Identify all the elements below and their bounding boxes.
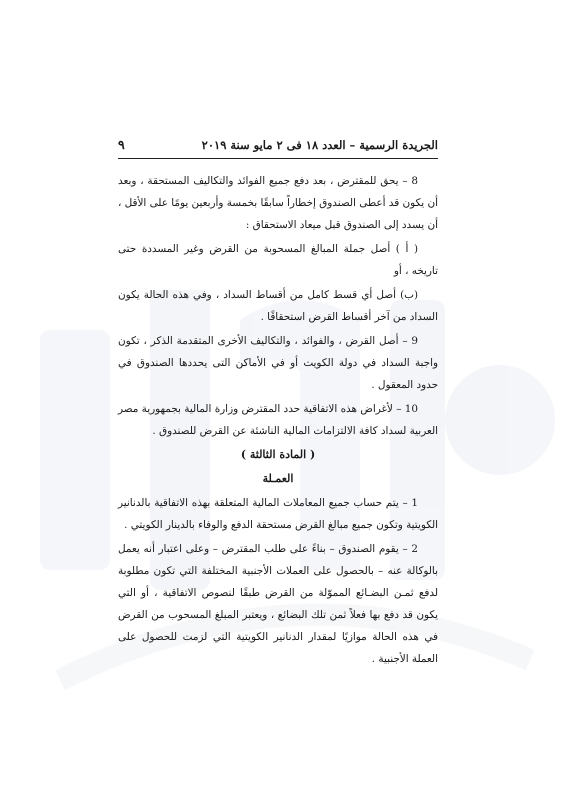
header-rule (118, 158, 438, 159)
article-heading: ( المادة الثالثة ) (240, 448, 316, 461)
paragraph-9: 9 – أصل القرض ، والفوائد ، والتكاليف الأخرى المتقدمة الذكر ، تكون واجبة السداد في دولة الكويت أو في الأماكن التى يحددها الصندوق في حدود المعقول . (118, 335, 438, 391)
document-body (118, 170, 438, 670)
currency-paragraph-2: 2 – يقوم الصندوق – بناءً على طلب المقترض – وعلى اعتبار أنه يعمل بالوكالة عنه – بالحصول على العملات الأجنبية المختلفة التي تكون مطلوبة لدفع ثمـن البضـائع المموّلة من القرض طبقًا لنصوص الاتفاقية ، أو التي يكون قد دفع بها فعلاً ثمن تلك البضائع ، ويعتبر المبلغ المسحوب من القرض في هذه الحالة موازيًا لمقدار الدنانير الكويتية التي لزمت للحصول على العملة الأجنبية . (118, 543, 438, 665)
currency-paragraph-1: 1 – يتم حساب جميع المعاملات المالية المتعلقة بهذه الاتفاقية بالدنانير الكويتية وتكون جميع مبالغ القرض مستحقة الدفع والوفاء بالدينار الكويتي . (118, 497, 438, 531)
clause-a: ( أ ) أصل جملة المبالغ المسحوبة من القرض وغير المسددة حتى تاريخه ، أو (118, 243, 438, 277)
paragraph-8: 8 – يحق للمقترض ، بعد دفع جميع الفوائد والتكاليف المستحقة ، وبعد أن يكون قد أعطى الصندوق إخطاراً سابقًا بخمسة وأربعين يومًا على الأقل ، أن يسدد إلى الصندوق قبل ميعاد الاستحقاق : (118, 175, 438, 231)
section-heading: العمـلة (262, 472, 294, 485)
page-header (118, 130, 438, 152)
page-number: ٩ (118, 137, 125, 152)
gazette-title: الجريدة الرسمية – العدد ١٨ فى ٢ مايو سنة ٢٠١٩ (201, 138, 438, 152)
paragraph-10: 10 – لأغراض هذه الاتفاقية حدد المقترض وزارة المالية بجمهورية مصر العربية لسداد كافة الالتزامات المالية الناشئة عن القرض للصندوق . (118, 403, 438, 437)
clause-b: (ب) أصل أي قسط كامل من أقساط السداد ، وفي هذه الحالة يكون السداد من آخر أقساط القرض استحقاقًا . (118, 289, 438, 323)
